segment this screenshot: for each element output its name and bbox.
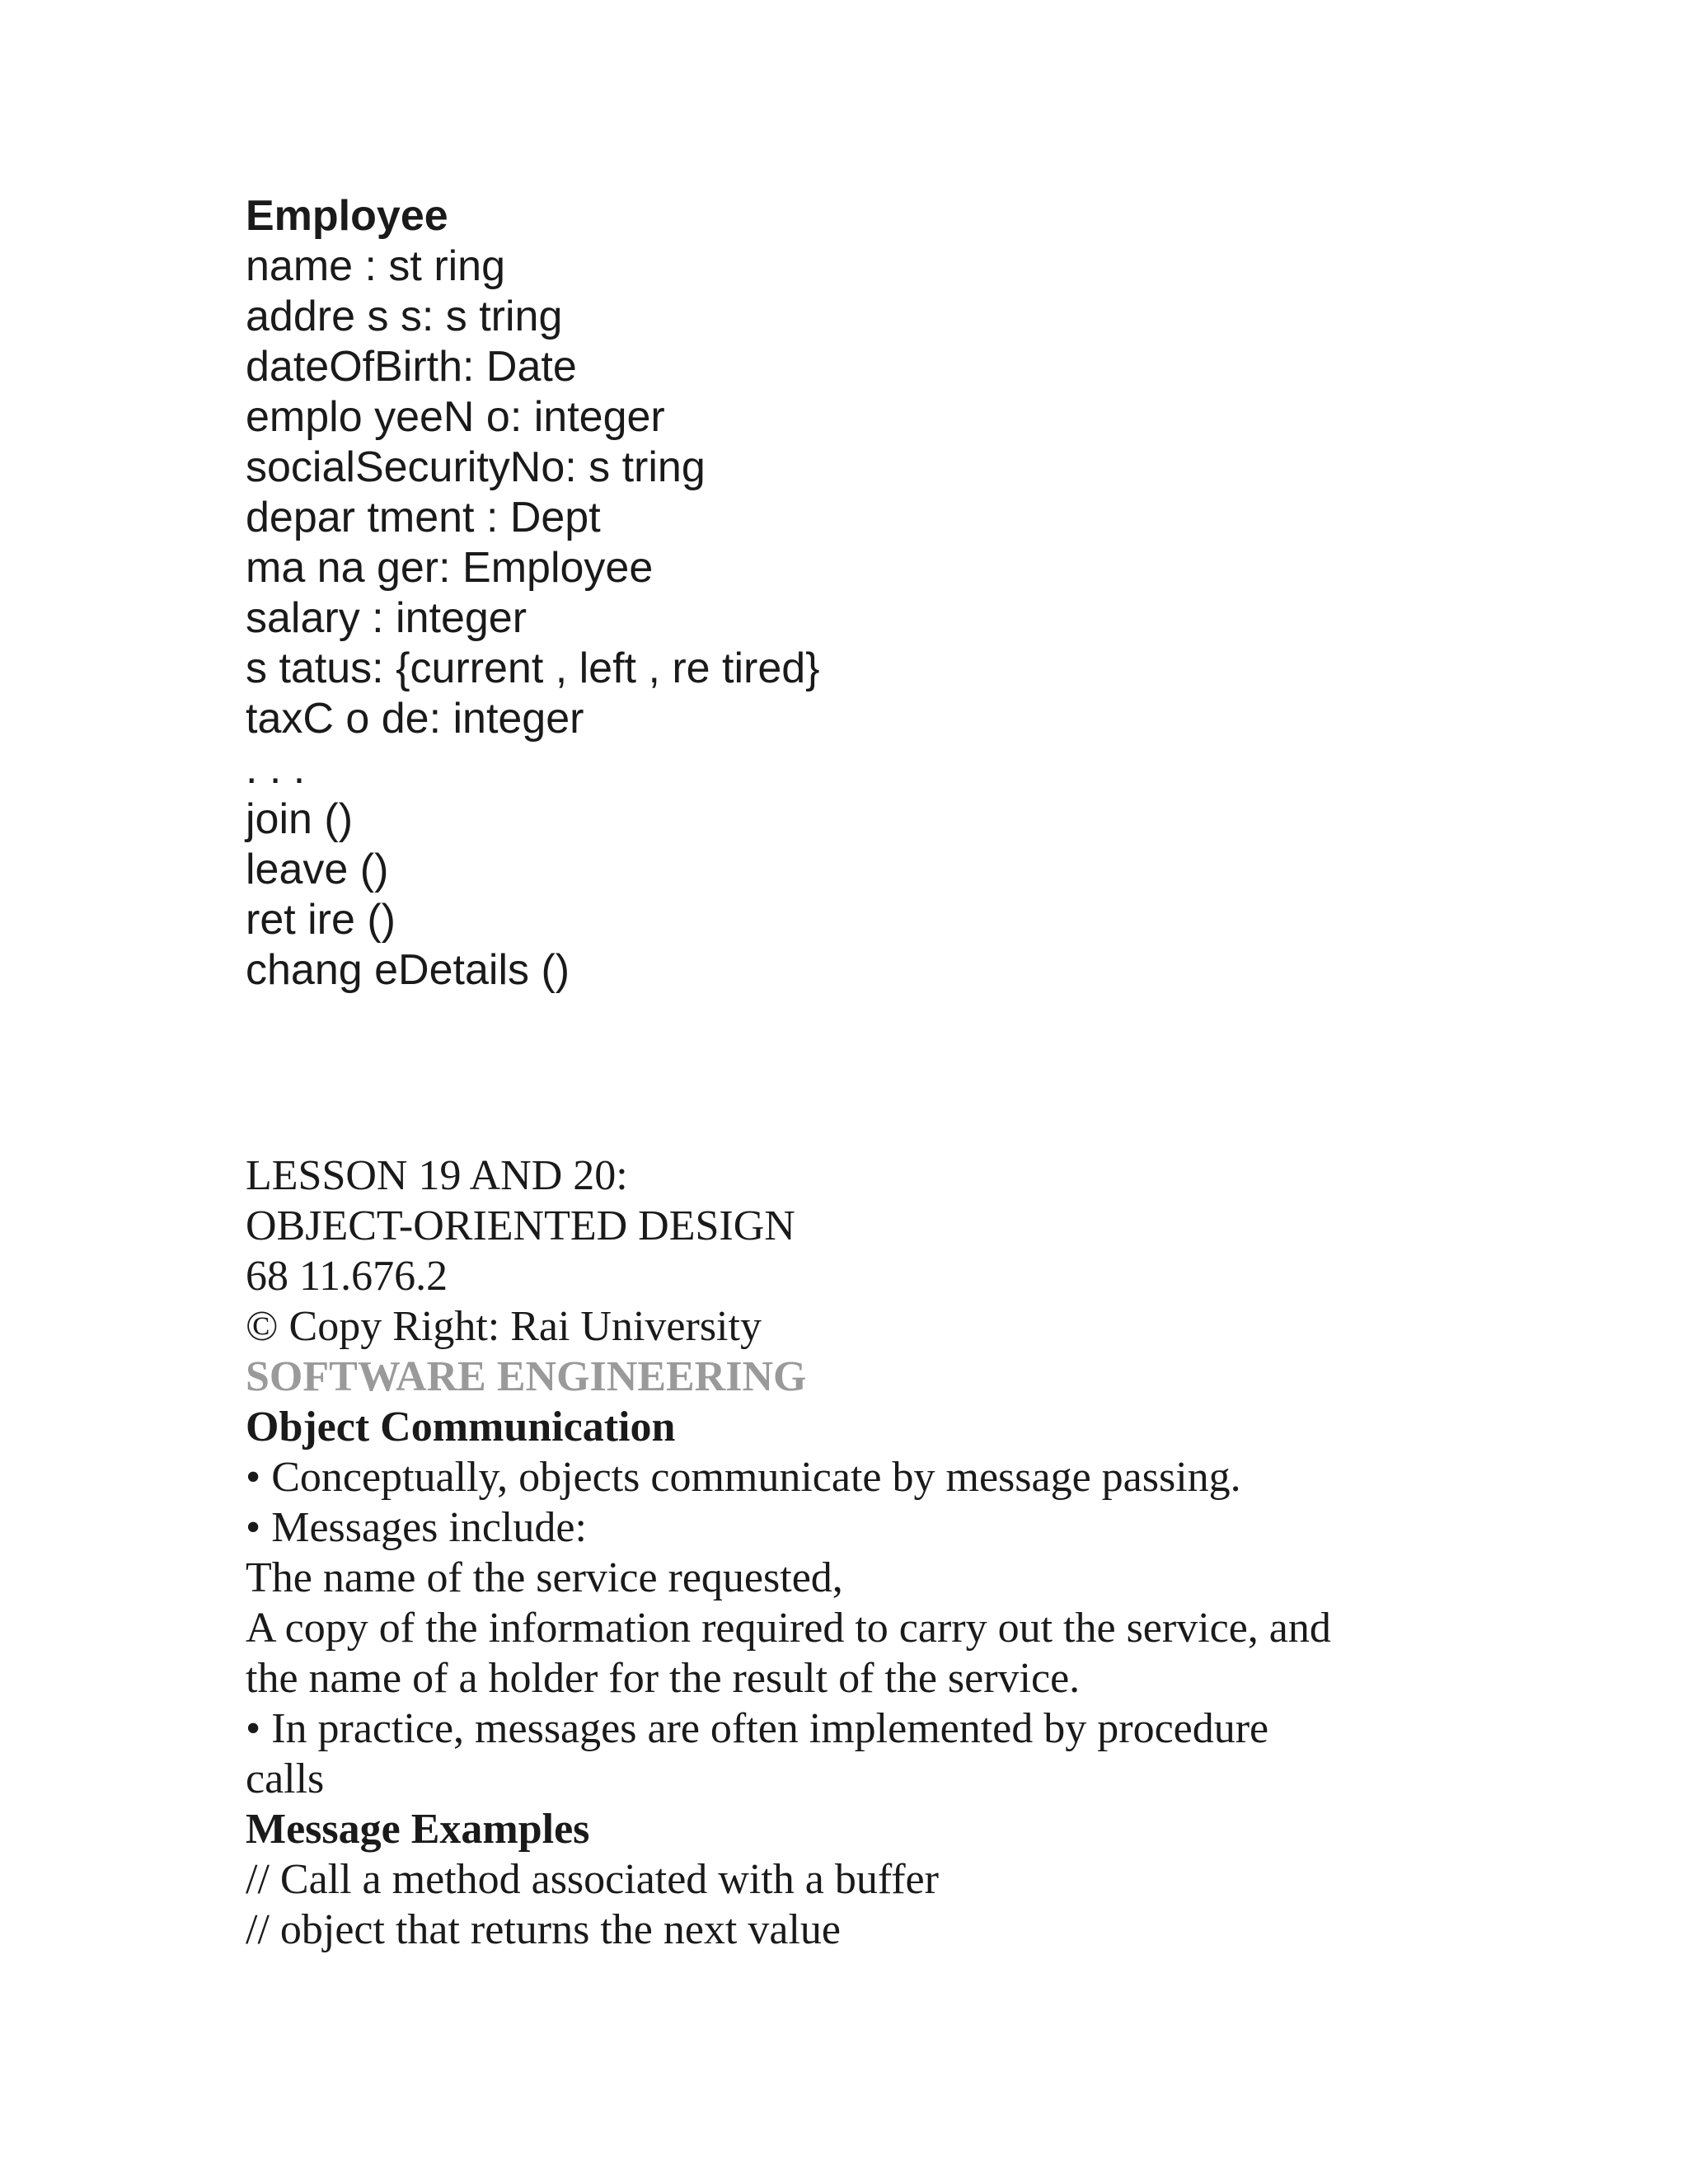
attribute-salary: salary : integer (246, 594, 528, 642)
code-comment-2: // object that returns the next value (246, 1906, 841, 1953)
attribute-date-of-birth: dateOfBirth: Date (246, 343, 577, 391)
copyright-notice: © Copy Right: Rai University (246, 1303, 762, 1350)
document-page (246, 191, 1441, 1955)
lesson-subheading: OBJECT-ORIENTED DESIGN (246, 1202, 795, 1249)
attribute-address: addre s s: s tring (246, 293, 563, 340)
item-information-copy: A copy of the information required to carry out the service, and (246, 1605, 1331, 1652)
lesson-text (246, 1151, 1441, 1955)
attribute-social-security-no: socialSecurityNo: s tring (246, 443, 706, 491)
operation-leave: leave () (246, 846, 389, 893)
item-service-name: The name of the service requested, (246, 1554, 843, 1601)
bullet-procedure-calls-continued: calls (246, 1755, 325, 1802)
lesson-heading: LESSON 19 AND 20: (246, 1152, 628, 1199)
bullet-message-passing: • Conceptually, objects communicate by message passing. (246, 1454, 1241, 1501)
employee-class-box (246, 191, 1441, 996)
item-result-holder: the name of a holder for the result of the service. (246, 1655, 1081, 1702)
page-reference: 68 11.676.2 (246, 1253, 448, 1300)
attribute-status: s tatus: {current , left , re tired} (246, 644, 820, 692)
attribute-ellipsis: . . . (246, 745, 306, 793)
bullet-procedure-calls: • In practice, messages are often implemented by procedure (246, 1705, 1269, 1752)
class-title: Employee (246, 192, 448, 240)
operation-join: join () (246, 795, 354, 843)
attribute-tax-code: taxC o de: integer (246, 695, 584, 743)
object-communication-heading: Object Communication (246, 1404, 676, 1451)
code-comment-1: // Call a method associated with a buffer (246, 1856, 939, 1903)
attribute-name: name : st ring (246, 242, 506, 290)
attribute-manager: ma na ger: Employee (246, 544, 654, 592)
attribute-employee-no: emplo yeeN o: integer (246, 393, 665, 441)
operation-retire: ret ire () (246, 896, 396, 944)
course-title: SOFTWARE ENGINEERING (246, 1353, 807, 1400)
attribute-department: depar tment : Dept (246, 494, 601, 541)
message-examples-heading: Message Examples (246, 1806, 590, 1853)
bullet-messages-include: • Messages include: (246, 1504, 587, 1551)
operation-change-details: chang eDetails () (246, 946, 570, 994)
